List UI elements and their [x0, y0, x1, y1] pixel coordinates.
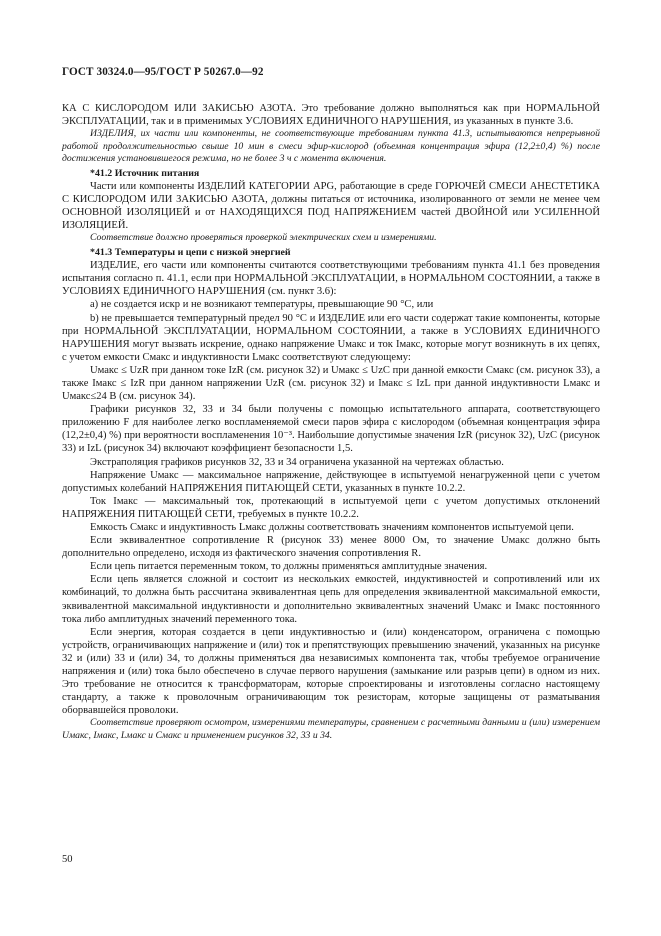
list-item: а) не создается искр и не возникают температуры, превышающие 90 °С, или [90, 299, 434, 311]
italic-paragraph: Соответствие должно проверяться проверкой электрических схем и измерениями. [90, 232, 437, 244]
document-page [62, 66, 600, 743]
section-heading: *41.2 Источник питания [90, 167, 200, 179]
paragraph: Экстраполяция графиков рисунков 32, 33 и 34 ограничена указанной на чертежах областью. [90, 456, 504, 468]
paragraph: ИЗДЕЛИЕ, его части или компоненты считаются соответствующими требованиям пункта 41.1 без проведения испытания согласно п. 41.1, если при НОРМАЛЬНОЙ ЭКСПЛУАТАЦИИ, в НОРМАЛЬНОМ СОСТОЯНИИ, а также в УСЛОВИЯХ ЕДИНИЧНОГО НАРУШЕНИЯ (см. пункт 3.6): [62, 260, 600, 298]
paragraph: Напряжение Uмакс — максимальное напряжение, действующее в испытуемой ненагруженной цепи с учетом допустимых колебаний НАПРЯЖЕНИЯ ПИТАЮЩЕЙ СЕТИ, указанных в пункте 10.2.2. [62, 469, 600, 494]
paragraph: Графики рисунков 32, 33 и 34 были получены с помощью испытательного аппарата, соответствующего приложению F для наиболее легко воспламеняемой смеси паров эфира с кислородом (объемная концентрация эфира (12,2±0,4) %) при вероятности воспламенения 10⁻³. Наибольшие допустимые значения IzR (рисунок 32), UzC (рисунок 33) и IzL (рисунок 34) включают коэффициент безопасности 1,5. [62, 404, 600, 455]
paragraph: Если цепь питается переменным током, то должны применяться амплитудные значения. [90, 561, 488, 573]
italic-paragraph: ИЗДЕЛИЯ, их части или компоненты, не соответствующие требованиям пункта 41.3, испытываются непрерывной работой продолжительностью свыше 10 мин в смеси эфир-кислород (объемная концентрация эфира (12,2±0,4) %) после достижения установившегося режима, но не более 3 ч с момента включения. [62, 128, 600, 165]
page-header: ГОСТ 30324.0—95/ГОСТ Р 50267.0—92 [62, 66, 264, 78]
paragraph: Если эквивалентное сопротивление R (рисунок 33) менее 8000 Ом, то значение Uмакс должно быть дополнительно определено, исходя из фактического значения сопротивления R. [62, 535, 600, 560]
paragraph: КА С КИСЛОРОДОМ ИЛИ ЗАКИСЬЮ АЗОТА. Это требование должно выполняться как при НОРМАЛЬНОЙ ЭКСПЛУАТАЦИИ, так и в применимых УСЛОВИЯХ ЕДИНИЧНОГО НАРУШЕНИЯ, из указанных в пункте 3.6. [62, 103, 600, 128]
page-number: 50 [62, 854, 73, 865]
paragraph: Части или компоненты ИЗДЕЛИЙ КАТЕГОРИИ APG, работающие в среде ГОРЮЧЕЙ СМЕСИ АНЕСТЕТИКА С КИСЛОРОДОМ ИЛИ ЗАКИСЬЮ АЗОТА, должны питаться от источника, изолированного от земли не менее чем ОСНОВНОЙ ИЗОЛЯЦИЕЙ и от НАХОДЯЩИХСЯ ПОД НАПРЯЖЕНИЕМ частей ДВОЙНОЙ или УСИЛЕННОЙ ИЗОЛЯЦИЕЙ. [62, 181, 600, 232]
paragraph: Если энергия, которая создается в цепи индуктивностью и (или) конденсатором, ограничена с помощью устройств, ограничивающих напряжение и (или) ток и препятствующих превышению значений, указанных на рисунке 32 и (или) 33 и (или) 34, то должны применяться два независимых компонента так, чтобы требуемое ограничение напряжения и (или) тока было обеспечено в случае первого нарушения (замыкание или разрыв цепи) в одном из них. Это требование не относится к трансформаторам, которые спроектированы и изготовлены согласно настоящему стандарту, а также к проволочным ограничивающим ток резисторам, которые защищены от разматывания оборвавшейся проволоки. [62, 626, 600, 717]
italic-paragraph: Соответствие проверяют осмотром, измерениями температуры, сравнением с расчетными данными и (или) измерением Uмакс, Iмакс, Lмакс и Cмакс и применением рисунков 32, 33 и 34. [62, 717, 600, 741]
paragraph: Uмакс ≤ UzR при данном токе IzR (см. рисунок 32) и Uмакс ≤ UzC при данной емкости Cмакс (см. рисунок 33), а также Iмакс ≤ IzR при данном напряжении UzR (см. рисунок 32) и Iмакс ≤ IzL при данной индуктивности Lмакс и Uмакс≤24 В (см. рисунок 34). [62, 364, 600, 403]
section-heading: *41.3 Температуры и цепи с низкой энергией [90, 247, 291, 259]
paragraph: Если цепь является сложной и состоит из нескольких емкостей, индуктивностей и сопротивлений или их комбинаций, то должна быть рассчитана эквивалентная цепь для определения эквивалентной максимальной емкости, эквивалентной максимальной индуктивности и дополнительно эквивалентных значений Uмакс и Iмакс постоянного тока либо амплитудных значений переменного тока. [62, 574, 600, 625]
list-item: b) не превышается температурный предел 90 °С и ИЗДЕЛИЕ или его части содержат такие компоненты, которые при НОРМАЛЬНОЙ ЭКСПЛУАТАЦИИ, НОРМАЛЬНОМ СОСТОЯНИИ, а также в УСЛОВИЯХ ЕДИНИЧНОГО НАРУШЕНИЯ могут вызвать искрение, однако напряжение Uмакс и ток Iмакс, которые могут возникнуть в их цепях, с учетом емкости Cмакс и индуктивности Lмакс соответствуют следующему: [62, 312, 600, 363]
paragraph: Емкость Cмакс и индуктивность Lмакс должны соответствовать значениям компонентов испытуемой цепи. [90, 522, 574, 533]
paragraph: Ток Iмакс — максимальный ток, протекающий в испытуемой цепи с учетом допустимых отклонений НАПРЯЖЕНИЯ ПИТАЮЩЕЙ СЕТИ, требуемых в пункте 10.2.2. [62, 495, 600, 520]
